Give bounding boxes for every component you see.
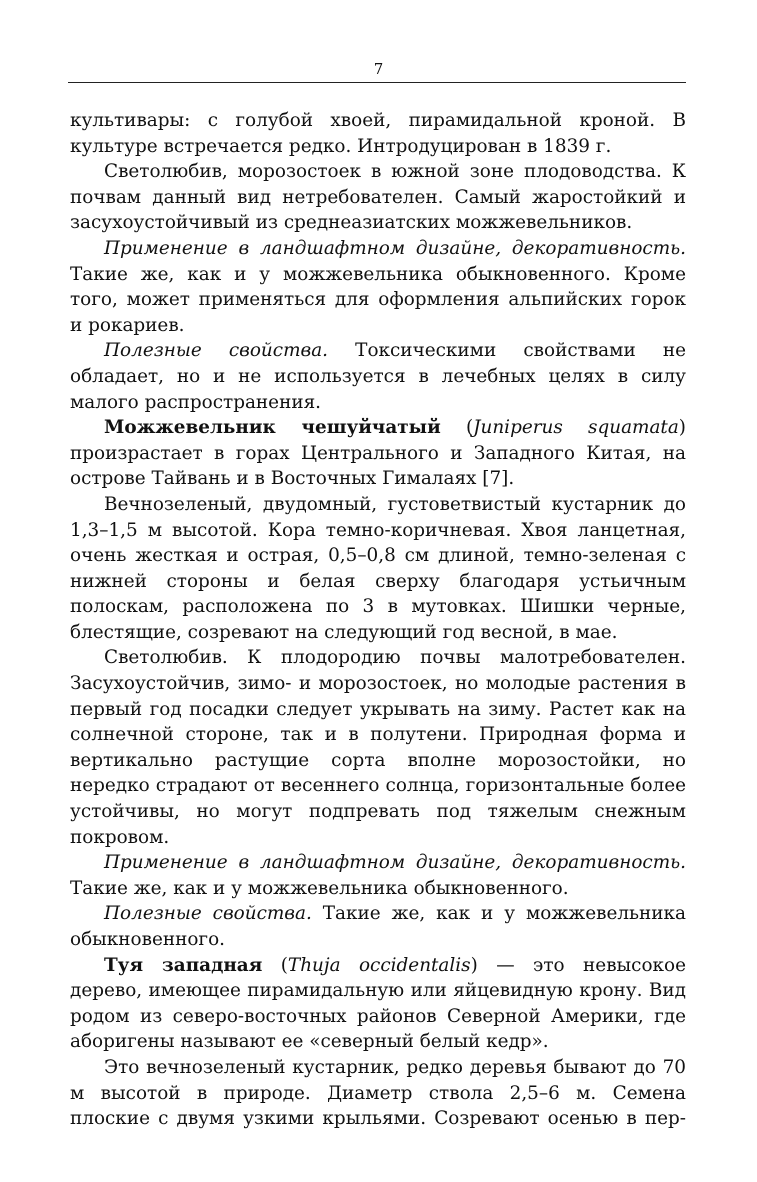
paragraph-4 <box>70 338 686 415</box>
paren-open: ( <box>440 417 474 439</box>
species-name-juniperus-squamata: Можжевельник чешуйчатый <box>104 417 441 439</box>
paragraph-7: Светолюбив. К плодородию почвы малотребователен. Засухоустойчив, зимо- и морозостоек, но молодые растения в первый год посадки следует укрывать на зиму. Растет как на солнечной стороне, так и в полутени. Природная форма и вертикально растущие сорта вполне морозостойки, но нередко страдают от весеннего солнца, горизонтальные более устойчивы, но могут подпревать под тяжелым снежным покровом. <box>70 647 686 848</box>
subheading-landscape-use-2: Применение в ландшафтном дизайне, декоративность. <box>104 852 686 874</box>
page-number: 7 <box>373 60 384 78</box>
paragraph-5 <box>70 415 686 492</box>
paragraph-9-text: Такие же, как и у можжевельника обыкновенного. <box>70 903 686 950</box>
paragraph-11: Это вечнозеленый кустарник, редко деревья бывают до 70 м высотой в природе. Диаметр ствола 2,5–6 м. Семена плоские с двумя узкими крыльями. Созревают осенью в пер- <box>70 1056 686 1130</box>
paragraph-9 <box>70 901 686 952</box>
header-rule <box>68 82 686 83</box>
paragraph-10 <box>70 953 686 1055</box>
subheading-useful-properties: Полезные свойства. <box>104 340 329 362</box>
subheading-landscape-use: Применение в ландшафтном дизайне, декоративность. <box>104 237 686 259</box>
paragraph-3-text: Такие же, как и у можжевельника обыкновенного. Кроме того, может применяться для оформления альпийских горок и рокариев. <box>70 263 686 336</box>
latin-name-juniperus-squamata: Juniperus squamata <box>473 417 679 439</box>
latin-name-thuja-occidentalis: Thuja occidentalis <box>287 954 471 976</box>
species-name-thuja-occidentalis: Туя западная <box>104 954 263 976</box>
paragraph-5-text: ) произрастает в горах Центрального и Западного Китая, на острове Тайвань и в Восточных Гималаях [7]. <box>70 417 686 490</box>
paragraph-10-text: ) — это невысокое дерево, имеющее пирамидальную или яйцевидную крону. Вид родом из северо-восточных районов Северной Америки, где аборигены называют ее «северный белый кедр». <box>70 954 687 1053</box>
paren-open-2: ( <box>262 954 288 976</box>
paragraph-8-text: Такие же, как и у можжевельника обыкновенного. <box>70 877 569 899</box>
paragraph-6: Вечнозеленый, двудомный, густоветвистый кустарник до 1,3–1,5 м высотой. Кора темно-коричневая. Хвоя ланцетная, очень жесткая и острая, 0,5–0,8 см длиной, темно-зеленая с нижней стороны и белая сверху благодаря устьичным полоскам, расположена по 3 в мутовках. Шишки черные, блестящие, созревают на следующий год весной, в мае. <box>70 493 686 643</box>
paragraph-1: культивары: с голубой хвоей, пирамидальной кроной. В культуре встречается редко. Интродуцирован в 1839 г. <box>70 110 686 157</box>
paragraph-3 <box>70 236 686 338</box>
paragraph-8 <box>70 850 686 901</box>
body-text <box>70 108 686 1132</box>
paragraph-2: Светолюбив, морозостоек в южной зоне плодоводства. К почвам данный вид нетребователен. Самый жаростойкий и засухоустойчивый из среднеазиатских можжевельников. <box>70 161 686 234</box>
paragraph-4-text: Токсическими свойствами не обладает, но и не используется в лечебных целях в силу малого распространения. <box>70 340 686 413</box>
subheading-useful-properties-2: Полезные свойства. <box>104 903 312 925</box>
